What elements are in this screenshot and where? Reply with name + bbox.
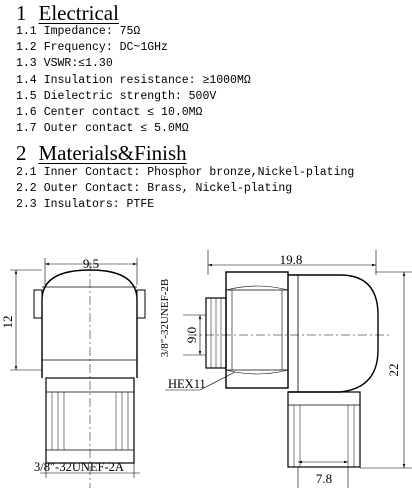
hex-label: HEX11 bbox=[168, 377, 206, 391]
materials-spec-list bbox=[16, 165, 354, 214]
materials-heading-number: 2 bbox=[16, 141, 27, 165]
side-view bbox=[165, 250, 412, 488]
dim-bottom-right: 7.8 bbox=[315, 471, 333, 486]
dim-width-right: 19.8 bbox=[279, 252, 303, 267]
electrical-spec-list bbox=[16, 24, 251, 137]
front-view bbox=[10, 258, 145, 488]
dim-height-right: 22 bbox=[386, 363, 401, 377]
thread-side-label: 3/8″-32UNEF-2B bbox=[159, 278, 171, 358]
spec-item: 2.1 Inner Contact: Phosphor bronze,Nickel-plating bbox=[16, 166, 355, 179]
connector-drawing bbox=[0, 245, 412, 488]
spec-item: 2.2 Outer Contact: Brass, Nickel-plating bbox=[16, 182, 293, 196]
electrical-heading bbox=[16, 2, 119, 24]
spec-item: 1.1 Impedance: 75Ω bbox=[16, 25, 141, 38]
spec-item: 1.3 VSWR:≤1.30 bbox=[16, 57, 113, 71]
electrical-heading-title: Electrical bbox=[38, 1, 119, 25]
spec-item: 1.6 Center contact ≤ 10.0MΩ bbox=[16, 106, 203, 120]
electrical-heading-number: 1 bbox=[16, 1, 27, 25]
spec-item: 1.4 Insulation resistance: ≥1000MΩ bbox=[16, 73, 251, 87]
spec-item: 1.2 Frequency: DC~1GHz bbox=[16, 41, 168, 55]
spec-item: 1.7 Outer contact ≤ 5.0MΩ bbox=[16, 122, 189, 136]
dim-width-left: 9.5 bbox=[82, 256, 100, 271]
thread-bottom-label: 3/8″-32UNEF-2A bbox=[34, 460, 124, 474]
spec-item: 1.5 Dielectric strength: 500V bbox=[16, 89, 217, 103]
dim-height-left: 12 bbox=[0, 315, 15, 329]
materials-heading bbox=[16, 142, 187, 164]
spec-item: 2.3 Insulators: PTFE bbox=[16, 198, 155, 212]
dim-center: 9.0 bbox=[184, 326, 199, 344]
materials-heading-title: Materials&Finish bbox=[38, 141, 187, 165]
